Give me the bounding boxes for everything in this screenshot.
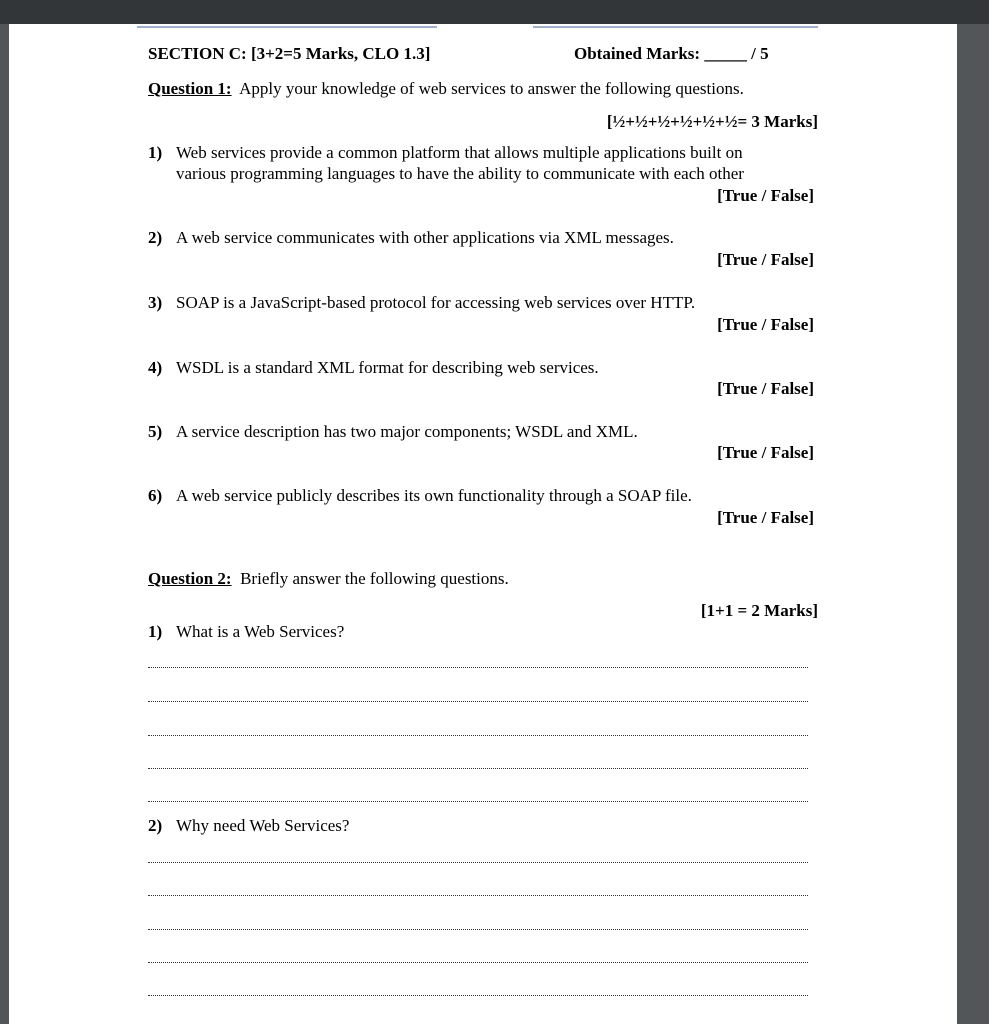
answer-line[interactable] [148, 862, 808, 863]
q1-item-4-line1: WSDL is a standard XML format for describing web services. [176, 358, 599, 377]
question-1-label: Question 1: [148, 79, 232, 98]
header-rule-right [533, 26, 818, 28]
q1-item-1-line1: Web services provide a common platform that allows multiple applications built on [176, 143, 743, 162]
q1-item-3-line1: SOAP is a JavaScript-based protocol for accessing web services over HTTP. [176, 293, 696, 312]
document-page [9, 24, 957, 1024]
answer-line[interactable] [148, 801, 808, 802]
q2-item-1 [148, 622, 344, 642]
answer-line[interactable] [148, 735, 808, 736]
obtained-marks [574, 44, 769, 64]
q1-item-5-answer: [True / False] [717, 443, 814, 462]
q1-item-2-line1: A web service communicates with other applications via XML messages. [176, 228, 674, 247]
viewer-toolbar [0, 0, 989, 24]
q1-item-1-number: 1) [148, 143, 163, 162]
q1-item-2-number: 2) [148, 228, 163, 247]
q1-item-6-line1: A web service publicly describes its own functionality through a SOAP file. [176, 486, 692, 505]
q1-item-6-answer: [True / False] [717, 508, 814, 527]
obtained-marks-blank: _____ [704, 44, 747, 63]
section-title: SECTION C: [3+2=5 Marks, CLO 1.3] [148, 44, 431, 63]
q2-item-2 [148, 816, 349, 836]
answer-line[interactable] [148, 701, 808, 702]
answer-line[interactable] [148, 929, 808, 930]
header-rule-left [137, 26, 437, 28]
q1-item-5-line1: A service description has two major components; WSDL and XML. [176, 422, 638, 441]
answer-line[interactable] [148, 962, 808, 963]
obtained-marks-total: / 5 [751, 44, 769, 63]
q1-item-3 [148, 293, 695, 313]
question-2-marks: [1+1 = 2 Marks] [700, 601, 818, 620]
q1-item-3-answer: [True / False] [717, 315, 814, 334]
question-1-heading [148, 79, 744, 99]
q1-item-4-number: 4) [148, 358, 163, 377]
question-1-text: Apply your knowledge of web services to answer the following questions. [239, 79, 744, 98]
q1-item-1 [148, 143, 743, 163]
q2-item-2-number: 2) [148, 816, 163, 835]
q1-item-5-number: 5) [148, 422, 163, 441]
question-2-text: Briefly answer the following questions. [240, 569, 509, 588]
q1-item-6 [148, 486, 692, 506]
answer-line[interactable] [148, 995, 808, 996]
q1-item-2-answer: [True / False] [717, 250, 814, 269]
answer-line[interactable] [148, 895, 808, 896]
q1-item-4 [148, 358, 599, 378]
question-1-marks: [½+½+½+½+½+½= 3 Marks] [606, 112, 818, 131]
obtained-marks-label: Obtained Marks: [574, 44, 701, 63]
question-2-label: Question 2: [148, 569, 232, 588]
q1-item-4-answer: [True / False] [717, 379, 814, 398]
q1-item-1-line2: various programming languages to have the ability to communicate with each other [176, 164, 744, 183]
answer-line[interactable] [148, 768, 808, 769]
q2-item-1-text: What is a Web Services? [176, 622, 345, 641]
q1-item-3-number: 3) [148, 293, 163, 312]
q1-item-5 [148, 422, 638, 442]
question-2-heading [148, 569, 509, 589]
q2-item-1-number: 1) [148, 622, 163, 641]
q1-item-2 [148, 228, 674, 248]
q1-item-6-number: 6) [148, 486, 163, 505]
q1-item-1-answer: [True / False] [717, 186, 814, 205]
answer-line[interactable] [148, 667, 808, 668]
q2-item-2-text: Why need Web Services? [176, 816, 350, 835]
